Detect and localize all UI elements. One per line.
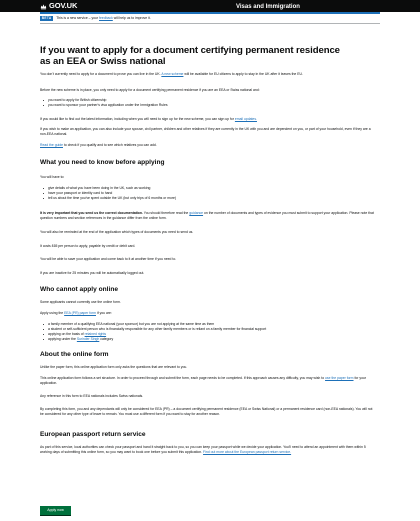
list-item: give details of what you have been doing in the UK, such as working (40, 186, 370, 191)
before-paragraph-3: It costs £65 per person to apply, payable by credit or debit card. (40, 244, 136, 248)
list-item: you want to sponsor your partner's visa application under the Immigration Rules (40, 103, 370, 108)
before-paragraph-4: You will be able to save your application and come back to it at another time if you need to. (40, 257, 177, 261)
before-lead: You will have to: (40, 175, 65, 179)
about-paragraph-4: By completing this form, you and any dependants will only be considered for EEA (PR) – a document certifying permanent residence (EEA or Swiss National) or a permanent residence card (non-EEA nationals). You will not be considered for any other type of leave to remain. You must use a different form if you want to stay for another reason. (40, 407, 373, 416)
list-item: applying under the Surinder Singh category (40, 337, 370, 342)
passport-paragraph-1: As part of this service, local authorities can check your passport and hand it straight back to you, so you can keep your passport while we decide your application. You'll need to attend an appointment with them within 5 working days of submitting this online form, so you may want to book one before you submit this application. Find out more about the European passport return service. (40, 445, 366, 454)
surinder-singh-link[interactable]: Surinder Singh (76, 336, 100, 341)
feedback-link[interactable]: feedback (99, 16, 113, 21)
about-paragraph-2: This online application form follows a set structure. In order to proceed through and submit the form, each page needs to be completed. If this approach causes any difficulty, you may wish to use the paper form for your application. (40, 376, 366, 385)
before-paragraph-2: You will also be reminded at the end of the application which types of documents you need to send us. (40, 230, 194, 234)
retained-rights-link[interactable]: retained rights (84, 331, 107, 336)
intro-paragraph-1: You don't currently need to apply for a document to prove you can live in the UK. A new scheme will be available for EU citizens to apply to stay in the UK after it leaves the EU. (40, 72, 303, 76)
list-item: you want to apply for British citizenship (40, 98, 370, 103)
section-heading-cannot: Who cannot apply online (40, 286, 119, 293)
section-heading-about: About the online form (40, 351, 109, 358)
page-title: If you want to apply for a document certifying permanent residence as an EEA or Swiss national (40, 45, 340, 68)
new-scheme-link[interactable]: A new scheme (161, 72, 184, 76)
list-item: a student or self-sufficient person who is financially responsible for any other family members or is reliant on a family member for financial support (40, 327, 370, 332)
paper-form-link[interactable]: EEA (PR) paper form (64, 311, 96, 315)
before-paragraph-1: It is very important that you send us the correct documentation. You should therefore read the guidance on the number of documents and types of evidence you must submit to support your application. Please note that question numbers and section references in the guidance differ from the online form. (40, 211, 374, 220)
before-list (40, 186, 370, 201)
read-guide-link[interactable]: Read the guide (40, 143, 63, 147)
cannot-list (40, 322, 370, 342)
phase-banner (40, 14, 380, 24)
apply-now-button[interactable]: Apply now (40, 506, 71, 515)
before-paragraph-5: If you are inactive for 25 minutes you will be automatically logged out. (40, 271, 145, 275)
list-item: have your passport or identity card to hand (40, 191, 370, 196)
about-paragraph-1: Unlike the paper form, this online application form only asks the questions that are relevant to you. (40, 365, 188, 369)
section-heading-before: What you need to know before applying (40, 159, 165, 166)
intro-paragraph-5: Read the guide to check if you qualify and to see which relatives you can add. (40, 143, 157, 147)
govuk-logo[interactable] (40, 1, 77, 12)
main-content (40, 14, 380, 512)
passport-return-link[interactable]: Find out more about the European passport return service. (203, 449, 292, 454)
about-paragraph-3: Any reference in this form to EEA nationals includes Swiss nationals. (40, 394, 144, 398)
intro-paragraph-4: If you wish to make an application, you can also include your spouse, civil partner, children and other relatives if they are currently in the UK with you and are dependent on you, or part of your household, even if they are a non-EEA national. (40, 127, 371, 136)
guidance-link[interactable]: guidance (189, 211, 204, 215)
use-paper-form-link[interactable]: use the paper form (325, 376, 354, 380)
intro-paragraph-3: If you would like to find out the latest information, including when you will need to sign up for the new scheme, you can sign up for email updates. (40, 117, 257, 121)
email-updates-link[interactable]: email updates. (234, 117, 257, 121)
service-name[interactable]: Visas and Immigration (236, 3, 300, 10)
logo-text: GOV.UK (49, 0, 78, 10)
govuk-header (0, 0, 420, 12)
list-item: a family member of a qualifying EEA national (your sponsor) but you are not applying at the same time as them (40, 322, 370, 327)
cannot-paragraph-1: Some applicants cannot currently use the online form. (40, 300, 121, 304)
intro-paragraph-2: Before the new scheme is in place, you only need to apply for a document certifying permanent residence if you are an EEA or Swiss national and: (40, 88, 260, 92)
cannot-paragraph-2: Apply using the EEA (PR) paper form if you are: (40, 311, 112, 315)
beta-tag: BETA (41, 16, 52, 21)
intro-list (40, 98, 370, 108)
crown-icon (40, 3, 47, 10)
phase-text: This is a new service – your feedback will help us to improve it. (56, 16, 151, 21)
list-item: applying on the basis of retained rights (40, 332, 370, 337)
section-heading-passport: European passport return service (40, 431, 146, 438)
list-item: tell us about the time you've spent outside the UK (but only trips of 6 months or more) (40, 196, 370, 201)
